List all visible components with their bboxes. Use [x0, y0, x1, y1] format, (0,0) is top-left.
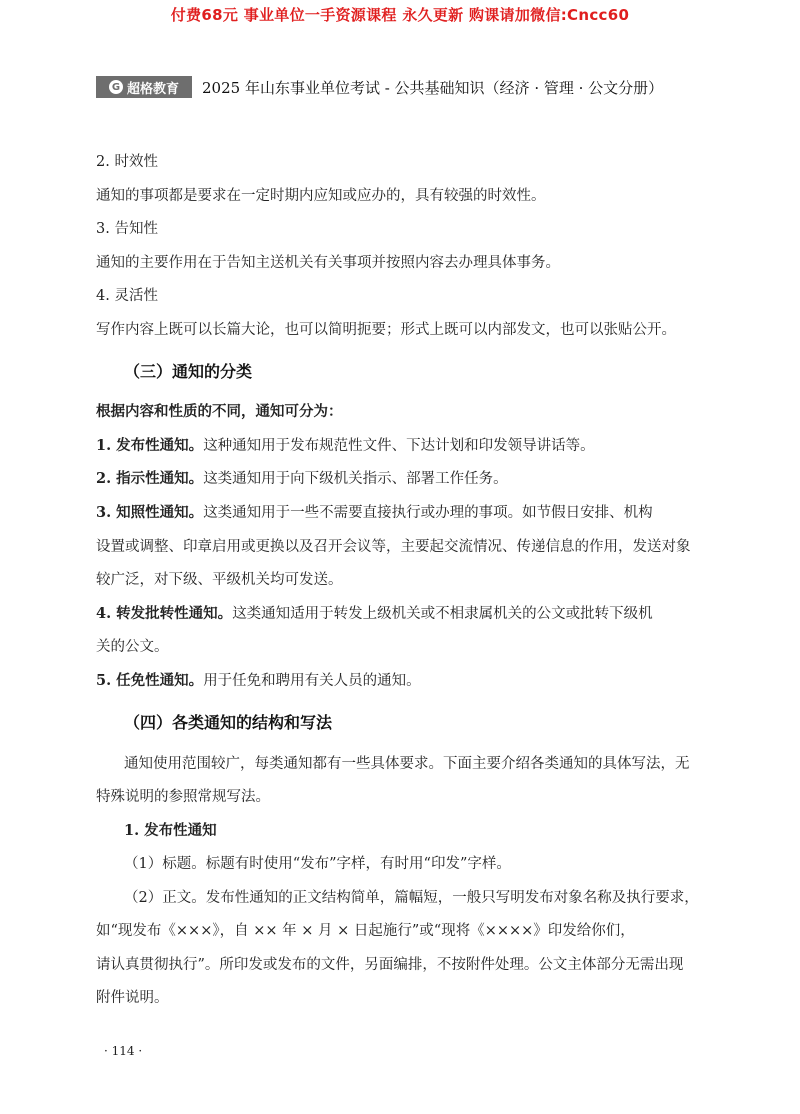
- subheading-timeliness: 2. 时效性: [96, 154, 158, 170]
- paragraph: （1）标题。标题有时使用“发布”字样，有时用“印发”字样。: [124, 856, 511, 872]
- paragraph: 设置或调整、印章启用或更换以及召开会议等，主要起交流情况、传递信息的作用，发送对象: [96, 539, 691, 555]
- section-heading-structure: （四）各类通知的结构和写法: [124, 713, 333, 732]
- paragraph: 请认真贯彻执行”。所印发或发布的文件，另面编排，不按附件处理。公文主体部分无需出现: [96, 957, 684, 973]
- paragraph: 特殊说明的参照常规写法。: [96, 789, 270, 805]
- page-header: [96, 76, 663, 98]
- paragraph: 如“现发布《×××》，自 ×× 年 × 月 × 日起施行”或“现将《××××》印发给你们，: [96, 923, 635, 939]
- paragraph: （2）正文。发布性通知的正文结构简单，篇幅短，一般只写明发布对象名称及执行要求，: [124, 890, 699, 906]
- list-item-head: 2. 指示性通知。: [96, 470, 204, 487]
- list-item-body: 这类通知用于向下级机关指示、部署工作任务。: [203, 471, 508, 487]
- list-item: [96, 669, 421, 690]
- list-item: [96, 434, 595, 455]
- paragraph: 较广泛，对下级、平级机关均可发送。: [96, 572, 343, 588]
- subheading-informing: 3. 告知性: [96, 221, 158, 237]
- list-item-body: 用于任免和聘用有关人员的通知。: [203, 673, 421, 689]
- logo-icon: G: [109, 80, 123, 94]
- list-item: [96, 602, 653, 623]
- list-item-body: 这种通知用于发布规范性文件、下达计划和印发领导讲话等。: [203, 438, 595, 454]
- page-number: · 114 ·: [104, 1044, 143, 1058]
- watermark-banner: 付费68元 事业单位一手资源课程 永久更新 购课请加微信:Cncc60: [170, 6, 630, 24]
- paragraph: 附件说明。: [96, 990, 169, 1006]
- section-heading-classification: （三）通知的分类: [124, 362, 253, 381]
- list-item-head: 5. 任免性通知。: [96, 672, 204, 689]
- list-item-head: 4. 转发批转性通知。: [96, 605, 233, 622]
- header-title: 2025 年山东事业单位考试 - 公共基础知识（经济 · 管理 · 公文分册）: [202, 78, 664, 97]
- paragraph: 通知的事项都是要求在一定时期内应知或应办的，具有较强的时效性。: [96, 188, 546, 204]
- paragraph: 关的公文。: [96, 639, 169, 655]
- paragraph: 写作内容上既可以长篇大论，也可以简明扼要；形式上既可以内部发文，也可以张贴公开。: [96, 322, 676, 338]
- brand-logo: [96, 76, 192, 98]
- subheading-publishing-notice: 1. 发布性通知: [124, 822, 217, 839]
- list-item-head: 3. 知照性通知。: [96, 504, 204, 521]
- list-item-head: 1. 发布性通知。: [96, 437, 204, 454]
- paragraph: 通知使用范围较广，每类通知都有一些具体要求。下面主要介绍各类通知的具体写法，无: [124, 756, 690, 772]
- paragraph: 通知的主要作用在于告知主送机关有关事项并按照内容去办理具体事务。: [96, 255, 560, 271]
- list-item: [96, 501, 653, 522]
- logo-text: 超格教育: [126, 81, 179, 97]
- list-item: [96, 467, 508, 488]
- list-item-body: 这类通知用于一些不需要直接执行或办理的事项。如节假日安排、机构: [203, 505, 653, 521]
- lead-in: 根据内容和性质的不同，通知可分为：: [96, 403, 343, 420]
- list-item-body: 这类通知适用于转发上级机关或不相隶属机关的公文或批转下级机: [232, 606, 653, 622]
- subheading-flexibility: 4. 灵活性: [96, 288, 158, 304]
